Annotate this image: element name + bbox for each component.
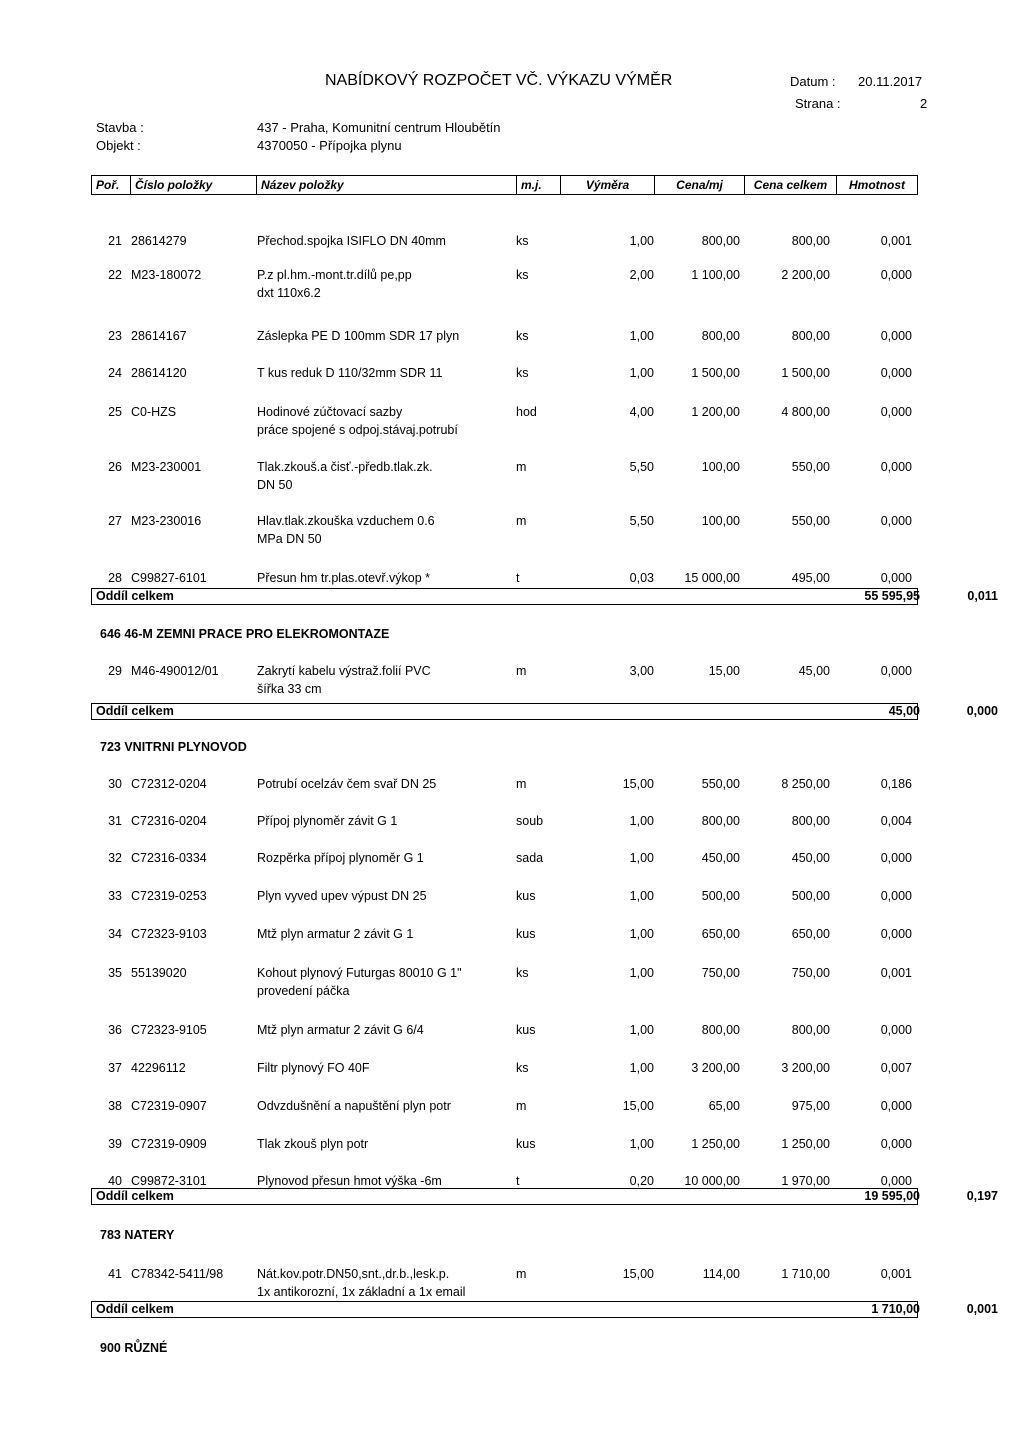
item-code: C72323-9105 — [131, 1023, 207, 1037]
item-code: C0-HZS — [131, 405, 177, 419]
item-number: 23 — [108, 329, 122, 343]
item-unit-price: 800,00 — [701, 329, 740, 343]
col-mj: m.j. — [516, 176, 560, 194]
subtotal-total: 19 595,00 — [864, 1189, 920, 1203]
item-number: 39 — [108, 1137, 122, 1151]
item-unit: t — [516, 1174, 520, 1188]
table-row — [0, 1023, 1024, 1039]
item-name: Přechod.spojka ISIFLO DN 40mm — [257, 234, 446, 248]
item-total-price: 1 970,00 — [781, 1174, 830, 1188]
section-subtotal — [91, 588, 998, 605]
item-quantity: 5,50 — [629, 460, 654, 474]
item-mass: 0,000 — [880, 571, 912, 585]
item-number: 41 — [108, 1267, 122, 1281]
item-unit-price: 10 000,00 — [684, 1174, 740, 1188]
item-name-continued: dxt 110x6.2 — [257, 286, 321, 300]
item-unit-price: 100,00 — [701, 514, 740, 528]
item-number: 35 — [108, 966, 122, 980]
item-number: 33 — [108, 889, 122, 903]
item-unit-price: 15,00 — [708, 664, 740, 678]
item-name: Tlak.zkouš.a čisť.-předb.tlak.zk. — [257, 460, 433, 474]
item-unit-price: 100,00 — [701, 460, 740, 474]
item-code: 28614120 — [131, 366, 187, 380]
item-number: 37 — [108, 1061, 122, 1075]
item-unit-price: 500,00 — [701, 889, 740, 903]
item-mass: 0,000 — [880, 268, 912, 282]
section-subtotal — [91, 703, 998, 720]
item-unit-price: 650,00 — [701, 927, 740, 941]
item-code: C99872-3101 — [131, 1174, 207, 1188]
col-vymera: Výměra — [560, 176, 654, 194]
col-cislo: Číslo položky — [130, 176, 256, 194]
table-row — [0, 1137, 1024, 1153]
item-mass: 0,186 — [880, 777, 912, 791]
item-unit-price: 1 100,00 — [691, 268, 740, 282]
item-name: Mtž plyn armatur 2 závit G 1 — [257, 927, 414, 941]
item-quantity: 1,00 — [629, 814, 654, 828]
item-unit: kus — [516, 1023, 536, 1037]
item-quantity: 1,00 — [629, 329, 654, 343]
subtotal-total: 55 595,95 — [864, 589, 920, 603]
item-mass: 0,000 — [880, 889, 912, 903]
item-unit-price: 65,00 — [708, 1099, 740, 1113]
item-unit: m — [516, 1267, 527, 1281]
table-row — [0, 814, 1024, 830]
table-row — [0, 268, 1024, 300]
item-quantity: 4,00 — [629, 405, 654, 419]
item-total-price: 550,00 — [791, 514, 830, 528]
item-name-continued: MPa DN 50 — [257, 532, 322, 546]
item-quantity: 1,00 — [629, 927, 654, 941]
item-code: C72323-9103 — [131, 927, 207, 941]
item-number: 32 — [108, 851, 122, 865]
item-total-price: 1 710,00 — [781, 1267, 830, 1281]
item-code: 28614167 — [131, 329, 187, 343]
subtotal-mass: 0,197 — [966, 1189, 998, 1203]
item-unit: soub — [516, 814, 544, 828]
item-total-price: 8 250,00 — [781, 777, 830, 791]
item-unit: m — [516, 514, 527, 528]
stavba-label: Stavba : — [96, 120, 144, 135]
item-unit: kus — [516, 889, 536, 903]
strana-label: Strana : — [795, 96, 841, 111]
item-name-continued: provedení páčka — [257, 984, 350, 998]
item-unit-price: 750,00 — [701, 966, 740, 980]
item-code: C78342-5411/98 — [131, 1267, 224, 1281]
item-quantity: 3,00 — [629, 664, 654, 678]
table-row — [0, 514, 1024, 546]
item-number: 30 — [108, 777, 122, 791]
item-total-price: 495,00 — [791, 571, 830, 585]
section-heading: 783 NATERY — [100, 1228, 175, 1242]
item-mass: 0,000 — [880, 460, 912, 474]
item-total-price: 45,00 — [798, 664, 830, 678]
item-unit: ks — [516, 329, 529, 343]
item-total-price: 1 500,00 — [781, 366, 830, 380]
item-number: 25 — [108, 405, 122, 419]
column-header-row — [91, 175, 918, 195]
item-unit: ks — [516, 966, 529, 980]
table-row — [0, 889, 1024, 905]
item-name: Hlav.tlak.zkouška vzduchem 0.6 — [257, 514, 435, 528]
item-name-continued: 1x antikorozní, 1x základní a 1x email — [257, 1285, 466, 1299]
item-name: Tlak zkouš plyn potr — [257, 1137, 369, 1151]
item-unit-price: 800,00 — [701, 1023, 740, 1037]
item-quantity: 5,50 — [629, 514, 654, 528]
item-number: 24 — [108, 366, 122, 380]
col-cena-mj: Cena/mj — [654, 176, 744, 194]
table-row — [0, 1061, 1024, 1077]
item-quantity: 1,00 — [629, 966, 654, 980]
item-name: Přípoj plynoměr závit G 1 — [257, 814, 398, 828]
item-unit-price: 800,00 — [701, 814, 740, 828]
item-code: M23-180072 — [131, 268, 202, 282]
item-mass: 0,000 — [880, 1137, 912, 1151]
item-quantity: 15,00 — [622, 777, 654, 791]
item-number: 38 — [108, 1099, 122, 1113]
item-name: Potrubí ocelzáv čem svař DN 25 — [257, 777, 437, 791]
item-quantity: 1,00 — [629, 234, 654, 248]
item-code: C72316-0204 — [131, 814, 207, 828]
table-row — [0, 966, 1024, 998]
item-mass: 0,000 — [880, 329, 912, 343]
item-number: 21 — [108, 234, 122, 248]
item-code: C72319-0253 — [131, 889, 207, 903]
item-unit: t — [516, 571, 520, 585]
section-subtotal — [91, 1301, 998, 1318]
item-name: Přesun hm tr.plas.otevř.výkop * — [257, 571, 430, 585]
item-name: Rozpěrka přípoj plynoměr G 1 — [257, 851, 424, 865]
item-name: Mtž plyn armatur 2 závit G 6/4 — [257, 1023, 424, 1037]
item-unit: kus — [516, 1137, 536, 1151]
item-quantity: 1,00 — [629, 1023, 654, 1037]
subtotal-mass: 0,011 — [967, 589, 998, 603]
table-row — [0, 234, 1024, 250]
strana-value: 2 — [920, 96, 928, 111]
item-total-price: 750,00 — [791, 966, 830, 980]
item-name-continued: šířka 33 cm — [257, 682, 322, 696]
item-total-price: 800,00 — [791, 234, 830, 248]
item-code: M23-230016 — [131, 514, 202, 528]
item-unit: kus — [516, 927, 536, 941]
item-code: C72316-0334 — [131, 851, 207, 865]
item-mass: 0,000 — [880, 851, 912, 865]
item-quantity: 1,00 — [629, 366, 654, 380]
item-name: Kohout plynový Futurgas 80010 G 1" — [257, 966, 462, 980]
item-quantity: 0,03 — [629, 571, 654, 585]
item-number: 31 — [108, 814, 122, 828]
item-name: Plynovod přesun hmot výška -6m — [257, 1174, 442, 1188]
item-unit: ks — [516, 234, 529, 248]
subtotal-mass: 0,000 — [966, 704, 998, 718]
section-heading: 646 46-M ZEMNI PRACE PRO ELEKROMONTAZE — [100, 627, 390, 641]
table-row — [0, 571, 1024, 587]
item-code: C72319-0909 — [131, 1137, 207, 1151]
item-name: Nát.kov.potr.DN50,snt.,dr.b.,lesk.p. — [257, 1267, 450, 1281]
item-number: 29 — [108, 664, 122, 678]
item-unit: sada — [516, 851, 544, 865]
item-mass: 0,000 — [880, 664, 912, 678]
table-row — [0, 460, 1024, 492]
item-number: 26 — [108, 460, 122, 474]
table-row — [0, 405, 1024, 437]
item-name-continued: DN 50 — [257, 478, 293, 492]
table-row — [0, 366, 1024, 382]
item-code: C72319-0907 — [131, 1099, 207, 1113]
table-row — [0, 777, 1024, 793]
item-mass: 0,001 — [880, 234, 912, 248]
item-code: M23-230001 — [131, 460, 202, 474]
subtotal-label: Oddíl celkem — [96, 1189, 174, 1203]
item-number: 36 — [108, 1023, 122, 1037]
item-mass: 0,000 — [880, 366, 912, 380]
item-quantity: 2,00 — [629, 268, 654, 282]
item-name: Plyn vyved upev výpust DN 25 — [257, 889, 427, 903]
item-total-price: 975,00 — [791, 1099, 830, 1113]
item-number: 40 — [108, 1174, 122, 1188]
item-unit-price: 550,00 — [701, 777, 740, 791]
item-name: T kus reduk D 110/32mm SDR 11 — [257, 366, 443, 380]
item-mass: 0,001 — [880, 1267, 912, 1281]
item-total-price: 550,00 — [791, 460, 830, 474]
item-quantity: 15,00 — [622, 1267, 654, 1281]
col-cena-celkem: Cena celkem — [744, 176, 836, 194]
table-row — [0, 927, 1024, 943]
datum-label: Datum : — [790, 74, 836, 89]
item-code: M46-490012/01 — [131, 664, 219, 678]
item-unit-price: 114,00 — [702, 1267, 740, 1281]
stavba-value: 437 - Praha, Komunitní centrum Hloubětín — [257, 120, 501, 135]
item-quantity: 1,00 — [629, 1061, 654, 1075]
subtotal-label: Oddíl celkem — [96, 589, 174, 603]
item-total-price: 3 200,00 — [781, 1061, 830, 1075]
item-mass: 0,007 — [880, 1061, 912, 1075]
item-unit: hod — [516, 405, 537, 419]
item-total-price: 500,00 — [791, 889, 830, 903]
item-number: 27 — [108, 514, 122, 528]
table-row — [0, 664, 1024, 696]
item-unit: m — [516, 1099, 527, 1113]
col-por: Poř. — [96, 178, 120, 192]
item-quantity: 1,00 — [629, 1137, 654, 1151]
item-mass: 0,000 — [880, 1023, 912, 1037]
item-mass: 0,004 — [880, 814, 912, 828]
item-code: 55139020 — [131, 966, 187, 980]
item-name: Zakrytí kabelu výstraž.folií PVC — [257, 664, 431, 678]
subtotal-total: 1 710,00 — [871, 1302, 920, 1316]
item-number: 22 — [108, 268, 122, 282]
item-unit-price: 1 200,00 — [691, 405, 740, 419]
item-total-price: 1 250,00 — [781, 1137, 830, 1151]
table-row — [0, 1099, 1024, 1115]
section-heading: 723 VNITRNI PLYNOVOD — [100, 740, 247, 754]
item-code: 42296112 — [131, 1061, 186, 1075]
item-quantity: 1,00 — [629, 889, 654, 903]
item-number: 28 — [108, 571, 122, 585]
item-code: C99827-6101 — [131, 571, 207, 585]
item-unit-price: 1 250,00 — [691, 1137, 740, 1151]
item-name: Odvzdušnění a napuštění plyn potr — [257, 1099, 451, 1113]
datum-value: 20.11.2017 — [858, 74, 923, 89]
item-quantity: 0,20 — [629, 1174, 654, 1188]
section-subtotal — [91, 1188, 998, 1205]
item-quantity: 15,00 — [622, 1099, 654, 1113]
item-unit-price: 450,00 — [701, 851, 740, 865]
item-unit: m — [516, 777, 527, 791]
item-unit-price: 15 000,00 — [684, 571, 740, 585]
item-total-price: 450,00 — [791, 851, 830, 865]
item-total-price: 800,00 — [791, 1023, 830, 1037]
item-unit-price: 1 500,00 — [691, 366, 740, 380]
item-number: 34 — [108, 927, 122, 941]
item-mass: 0,000 — [880, 1174, 912, 1188]
objekt-label: Objekt : — [96, 138, 141, 153]
subtotal-mass: 0,001 — [966, 1302, 998, 1316]
table-row — [0, 1267, 1024, 1299]
col-hmotnost: Hmotnost — [836, 176, 917, 194]
subtotal-label: Oddíl celkem — [96, 704, 174, 718]
item-unit-price: 3 200,00 — [691, 1061, 740, 1075]
col-nazev: Název položky — [256, 176, 516, 194]
item-quantity: 1,00 — [629, 851, 654, 865]
item-mass: 0,000 — [880, 405, 912, 419]
item-total-price: 800,00 — [791, 814, 830, 828]
section-heading: 900 RŮZNÉ — [100, 1341, 168, 1355]
item-total-price: 2 200,00 — [781, 268, 830, 282]
subtotal-label: Oddíl celkem — [96, 1302, 174, 1316]
document-title: NABÍDKOVÝ ROZPOČET VČ. VÝKAZU VÝMĚR — [325, 72, 673, 89]
item-unit: m — [516, 664, 527, 678]
item-total-price: 800,00 — [791, 329, 830, 343]
table-row — [0, 329, 1024, 345]
item-code: C72312-0204 — [131, 777, 207, 791]
item-mass: 0,001 — [880, 966, 912, 980]
table-row — [0, 851, 1024, 867]
item-mass: 0,000 — [880, 514, 912, 528]
item-name: Hodinové zúčtovací sazby — [257, 405, 403, 419]
item-unit: ks — [516, 366, 529, 380]
item-name-continued: práce spojené s odpoj.stávaj.potrubí — [257, 423, 458, 437]
item-mass: 0,000 — [880, 927, 912, 941]
item-total-price: 650,00 — [791, 927, 830, 941]
item-unit: ks — [516, 1061, 529, 1075]
item-unit: ks — [516, 268, 529, 282]
item-name: P.z pl.hm.-mont.tr.dílů pe,pp — [257, 268, 412, 282]
item-total-price: 4 800,00 — [781, 405, 830, 419]
item-unit: m — [516, 460, 527, 474]
item-name: Záslepka PE D 100mm SDR 17 plyn — [257, 329, 460, 343]
item-code: 28614279 — [131, 234, 187, 248]
item-name: Filtr plynový FO 40F — [257, 1061, 370, 1075]
subtotal-total: 45,00 — [888, 704, 920, 718]
item-unit-price: 800,00 — [701, 234, 740, 248]
item-mass: 0,000 — [880, 1099, 912, 1113]
objekt-value: 4370050 - Přípojka plynu — [257, 138, 402, 153]
